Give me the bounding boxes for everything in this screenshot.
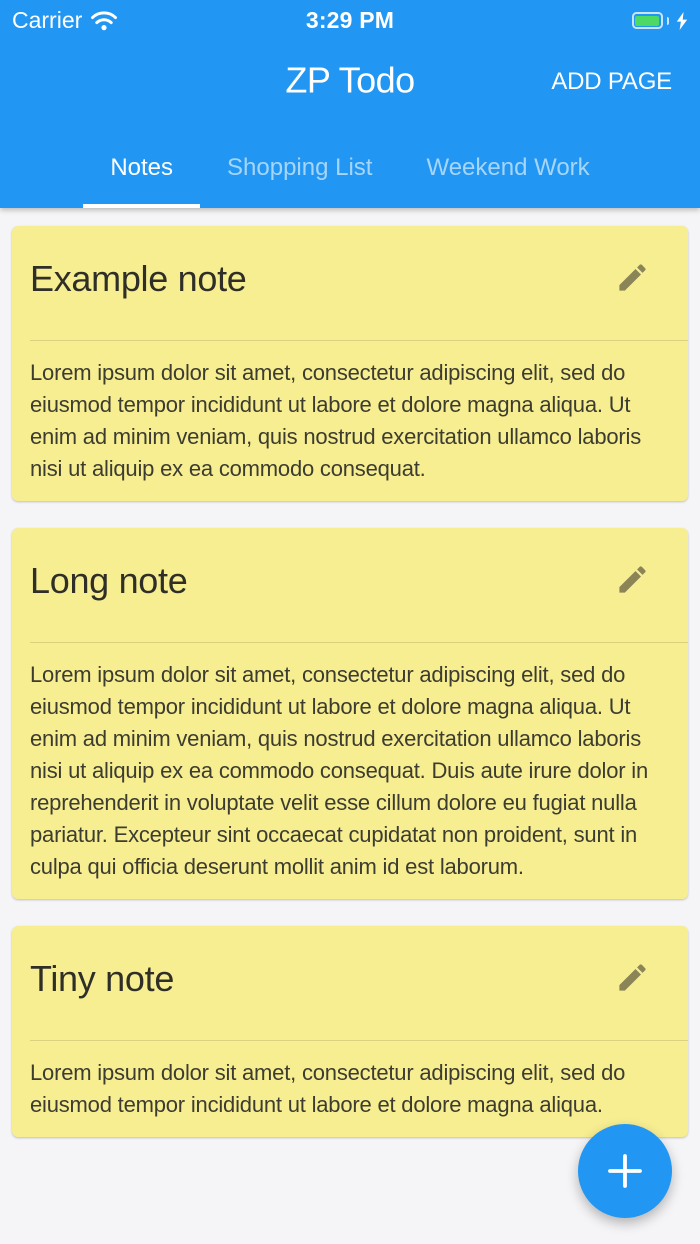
- note-card-long: [12, 528, 688, 899]
- pencil-icon: [615, 585, 650, 600]
- tab-shopping-list[interactable]: [200, 127, 399, 208]
- tab-notes[interactable]: [83, 127, 200, 208]
- navbar: [0, 37, 700, 127]
- note-body: Lorem ipsum dolor sit amet, consectetur adipiscing elit, sed do eiusmod tempor incididunt ut labore et dolore magna aliqua. Ut enim ad minim veniam, quis nostrud exercitation ullamco laboris nisi ut aliquip ex ea commodo consequat.: [30, 360, 642, 481]
- tab-bar: [0, 127, 700, 208]
- pencil-icon: [615, 983, 650, 998]
- carrier-label: Carrier: [12, 7, 83, 33]
- notes-list: [0, 208, 700, 1137]
- battery-nub: [667, 17, 670, 25]
- note-title: Example note: [30, 258, 247, 299]
- tab-notes-label: Notes: [110, 153, 174, 181]
- pencil-icon: [615, 283, 650, 298]
- add-note-button[interactable]: [578, 1124, 672, 1218]
- clock: 3:29 PM: [305, 7, 395, 33]
- note-title: Tiny note: [30, 958, 175, 999]
- page-title: ZP Todo: [285, 59, 415, 101]
- battery-icon: [632, 12, 663, 29]
- note-title: Long note: [30, 560, 188, 601]
- lightning-bolt-icon: [676, 12, 688, 30]
- note-card-tiny: [12, 926, 688, 1137]
- tab-weekend-work-label: Weekend Work: [426, 153, 590, 181]
- note-body: Lorem ipsum dolor sit amet, consectetur adipiscing elit, sed do eiusmod tempor incididunt ut labore et dolore magna aliqua.: [30, 1060, 626, 1117]
- plus-icon: [605, 1151, 645, 1191]
- status-bar: [0, 0, 700, 37]
- active-tab-indicator: [83, 204, 200, 208]
- edit-note-button[interactable]: [615, 260, 650, 295]
- app-header: [0, 0, 700, 208]
- edit-note-button[interactable]: [615, 562, 650, 597]
- wifi-icon: [91, 11, 117, 31]
- add-page-button[interactable]: ADD PAGE: [551, 68, 672, 95]
- tab-weekend-work[interactable]: [399, 127, 616, 208]
- tab-shopping-list-label: Shopping List: [227, 153, 373, 181]
- note-body: Lorem ipsum dolor sit amet, consectetur adipiscing elit, sed do eiusmod tempor incididunt ut labore et dolore magna aliqua. Ut enim ad minim veniam, quis nostrud exercitation ullamco laboris nisi ut aliquip ex ea commodo consequat. Duis aute irure dolor in reprehenderit in voluptate velit esse cillum dolore eu fugiat nulla pariatur. Excepteur sint occaecat cupidatat non proident, sunt in culpa qui officia deserunt mollit anim id est laborum.: [30, 662, 649, 879]
- edit-note-button[interactable]: [615, 960, 650, 995]
- note-card-example: [12, 226, 688, 501]
